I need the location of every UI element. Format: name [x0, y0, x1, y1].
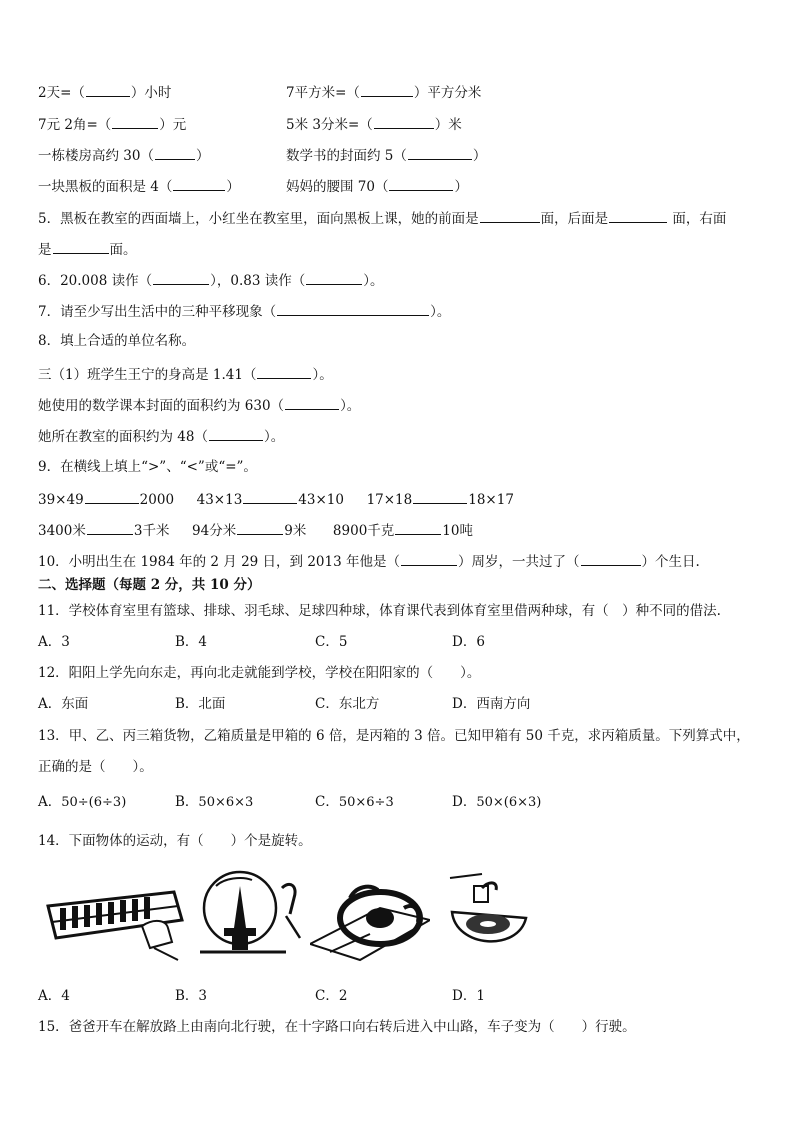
answer-blank[interactable]: [153, 270, 209, 285]
question-13-cont: 正确的是（ ）。: [38, 759, 153, 775]
math-expression: 50×6×3: [198, 795, 254, 810]
answer-blank[interactable]: [277, 301, 429, 316]
text: 她所在教室的面积约为 48（: [38, 429, 208, 445]
answer-blank[interactable]: [237, 520, 283, 535]
answer-blank[interactable]: [85, 489, 139, 504]
text: 妈妈的腰围 70（: [286, 179, 389, 195]
option-b[interactable]: B．3: [175, 988, 208, 1004]
conv-6: [286, 145, 486, 165]
text: 43×10: [298, 492, 344, 508]
answer-blank[interactable]: [155, 145, 195, 160]
text: B．: [175, 794, 199, 810]
globe-illustration: [190, 868, 302, 964]
text: 17×18: [366, 492, 413, 508]
option-a[interactable]: A．3: [38, 634, 70, 650]
text: 3千米: [133, 523, 170, 539]
text: ），0.83 读作（: [210, 273, 306, 289]
conv-8: [286, 176, 468, 196]
text: 5．黑板在教室的西面墙上，小红坐在教室里，面向黑板上课，她的前面是: [38, 211, 479, 227]
question-7: [38, 301, 450, 321]
text: 她使用的数学课本封面的面积约为 630（: [38, 398, 285, 414]
answer-blank[interactable]: [609, 208, 667, 223]
text: ）。: [312, 367, 333, 383]
steering-wheel-illustration: [310, 868, 430, 964]
faucet-illustration: [442, 868, 532, 964]
answer-blank[interactable]: [361, 82, 413, 97]
text: 5米 3分米=（: [286, 117, 373, 133]
question-9: 9．在横线上填上“>”、“<”或“=”。: [38, 459, 257, 475]
question-5-cont: [38, 239, 137, 259]
answer-blank[interactable]: [408, 145, 472, 160]
text: 10吨: [442, 523, 473, 539]
text: 2000: [139, 492, 175, 508]
text: ）周岁，一共过了（: [458, 554, 580, 570]
text: 43×13: [196, 492, 243, 508]
text: 面，右面: [668, 211, 727, 227]
answer-blank[interactable]: [581, 551, 641, 566]
text: 是: [38, 242, 52, 258]
q8-item-2: [38, 395, 360, 415]
text: 面。: [109, 242, 137, 258]
text: ）。: [263, 429, 285, 445]
answer-blank[interactable]: [413, 489, 467, 504]
answer-blank[interactable]: [243, 489, 297, 504]
text: D．: [452, 794, 477, 810]
answer-blank[interactable]: [401, 551, 457, 566]
text: ）: [195, 148, 210, 164]
conv-1: [38, 82, 171, 102]
option-d[interactable]: D．西南方向: [452, 696, 531, 712]
option-d[interactable]: D．1: [452, 988, 485, 1004]
conv-5: [38, 145, 209, 165]
text: 三（1）班学生王宁的身高是 1.41（: [38, 367, 257, 383]
text: 6．20.008 读作（: [38, 273, 153, 289]
conv-2: [286, 82, 481, 102]
text: ）小时: [130, 85, 172, 101]
answer-blank[interactable]: [389, 176, 453, 191]
answer-blank[interactable]: [374, 114, 434, 129]
abacus-illustration: [42, 868, 184, 964]
text: 数学书的封面约 5（: [286, 148, 407, 164]
question-12: 12．阳阳上学先向东走，再向北走就能到学校，学校在阳阳家的（ ）。: [38, 665, 481, 681]
answer-blank[interactable]: [480, 208, 540, 223]
option-b[interactable]: B．北面: [175, 696, 226, 712]
question-15: 15．爸爸开车在解放路上由南向北行驶，在十字路口向右转后进入中山路，车子变为（ ）行驶。: [38, 1019, 636, 1035]
question-10: [38, 551, 700, 571]
option-c[interactable]: C．5: [315, 634, 348, 650]
option-b[interactable]: B．4: [175, 634, 208, 650]
text: ）米: [434, 117, 462, 133]
option-b[interactable]: [175, 793, 253, 812]
q8-item-3: [38, 426, 284, 446]
text: 一块黑板的面积是 4（: [38, 179, 173, 195]
option-c[interactable]: C．东北方: [315, 696, 380, 712]
text: 9米: [284, 523, 307, 539]
text: ）。: [430, 304, 451, 320]
text: 94分米: [192, 523, 237, 539]
answer-blank[interactable]: [112, 114, 158, 129]
text: ）。: [363, 273, 384, 289]
section-heading: 二、选择题（每题 2 分，共 10 分）: [38, 577, 261, 593]
answer-blank[interactable]: [87, 520, 133, 535]
text: 一栋楼房高约 30（: [38, 148, 154, 164]
math-expression: 50×6÷3: [338, 795, 394, 810]
text: 面，后面是: [540, 211, 609, 227]
text: ）: [472, 148, 487, 164]
option-a[interactable]: A．东面: [38, 696, 89, 712]
q9-row-1: [38, 489, 514, 509]
answer-blank[interactable]: [173, 176, 225, 191]
answer-blank[interactable]: [257, 364, 311, 379]
answer-blank[interactable]: [306, 270, 362, 285]
q9-row-2: [38, 520, 473, 540]
conv-4: [286, 114, 462, 134]
text: 10．小明出生在 1984 年的 2 月 29 日，到 2013 年他是（: [38, 554, 400, 570]
math-expression: 50×(6×3): [476, 795, 542, 810]
text: ）个生日.: [641, 554, 700, 570]
question-14: 14．下面物体的运动，有（ ）个是旋转。: [38, 833, 312, 849]
conv-3: [38, 114, 186, 134]
text: 8900千克: [332, 523, 395, 539]
option-c[interactable]: C．2: [315, 988, 348, 1004]
text: ）。: [340, 398, 361, 414]
text: 18×17: [468, 492, 514, 508]
text: ）: [454, 179, 468, 195]
question-11: 11．学校体育室里有篮球、排球、羽毛球、足球四种球，体育课代表到体育室里借两种球，有（ ）种不同的借法.: [38, 603, 721, 619]
option-d[interactable]: [452, 793, 541, 812]
answer-blank[interactable]: [285, 395, 339, 410]
option-a[interactable]: A．4: [38, 988, 70, 1004]
option-a[interactable]: [38, 793, 126, 812]
text: C．: [315, 794, 339, 810]
option-c[interactable]: [315, 793, 394, 812]
text: 39×49: [38, 492, 84, 508]
answer-blank[interactable]: [86, 82, 130, 97]
text: ）: [226, 179, 240, 195]
text: ）平方分米: [413, 85, 482, 101]
math-expression: 50÷(6÷3): [61, 795, 127, 810]
text: 7元 2角=（: [38, 117, 112, 133]
q8-item-1: [38, 364, 333, 384]
question-6: [38, 270, 383, 290]
motion-illustrations: [42, 868, 532, 964]
text: A．: [38, 794, 62, 810]
text: 2天=（: [38, 85, 85, 101]
option-d[interactable]: D．6: [452, 634, 485, 650]
text: 3400米: [38, 523, 86, 539]
text: 7平方米=（: [286, 85, 360, 101]
answer-blank[interactable]: [209, 426, 263, 441]
conv-7: [38, 176, 240, 196]
answer-blank[interactable]: [395, 520, 441, 535]
question-5: [38, 208, 726, 228]
answer-blank[interactable]: [53, 239, 109, 254]
question-13: 13．甲、乙、丙三箱货物，乙箱质量是甲箱的 6 倍，是丙箱的 3 倍。已知甲箱有 50 千克，求丙箱质量。下列算式中，: [38, 728, 750, 744]
text: 7．请至少写出生活中的三种平移现象（: [38, 304, 277, 320]
text: ）元: [159, 117, 187, 133]
question-8: 8．填上合适的单位名称。: [38, 333, 196, 349]
